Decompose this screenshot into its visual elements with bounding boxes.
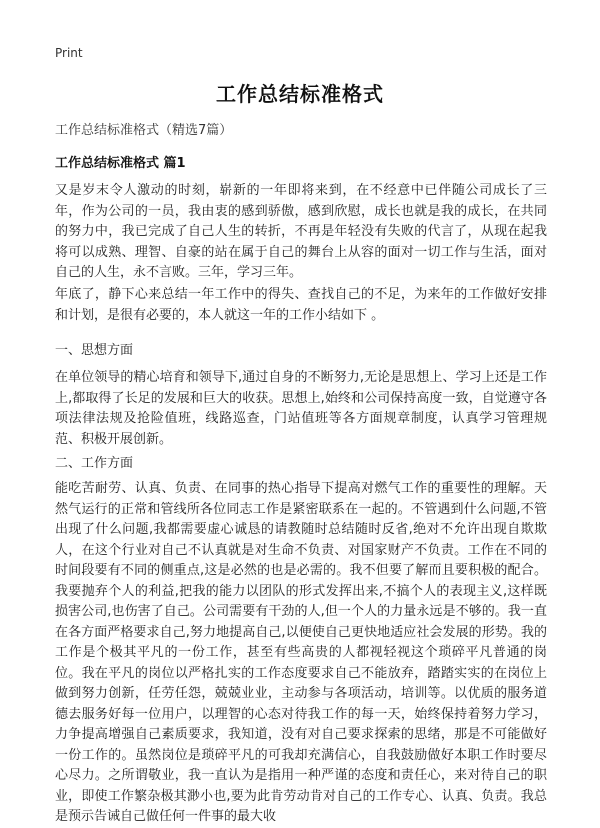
document-title: 工作总结标准格式 <box>216 82 384 106</box>
paragraph-2: 年底了，静下心来总结一年工作中的得失、查找自己的不足，为来年的工作做好安排和计划，是很有必要的，本人就这一年的工作小结如下 。 <box>55 287 547 323</box>
paragraph-1: 又是岁末令人激动的时刻，崭新的一年即将来到，在不经意中已伴随公司成长了三年，作为公司的一员，我由衷的感到骄傲，感到欣慰，成长也就是我的成长，在共同的努力中，我已完成了自己人生的转折，不再是年轻没有失败的代言了，从现在起我将可以成熟、理智、自豪的站在属于自己的舞台上从容的面对一切工作与生活，面对自己的人生，永不言败。三年，学习三年。 <box>55 183 547 280</box>
print-link[interactable]: Print <box>55 46 83 60</box>
document-subtitle: 工作总结标准格式（精选7篇） <box>55 123 233 138</box>
heading-thought: 一、思想方面 <box>55 343 134 358</box>
paragraph-4: 能吃苦耐劳、认真、负责、在同事的热心指导下提高对燃气工作的重要性的理解。天然气运行的正常和管线所各位同志工作是紧密联系在一起的。不管遇到什么问题,不管出现了什么问题,我都需要虚心诚恳的请教随时总结随时反省,绝对不允许出现自欺欺人，在这个行业对自己不认真就是对生命不负责、对国家财产不负责。工作在不同的时间段要有不同的侧重点,这是必然的也是必需的。我不但要了解而且要积极的配合。我要抛弃个人的利益,把我的能力以团队的形式发挥出来,不搞个人的表现主义,这样既损害公司,也伤害了自己。公司需要有干劲的人,但一个人的力量永远是不够的。我一直在各方面严格要求自己,努力地提高自己,以便使自己更快地适应社会发展的形势。我的工作是个极其平凡的一份工作，甚至有些高贵的人都视轻视这个琐碎平凡普通的岗位。我在平凡的岗位以严格扎实的工作态度要求自己不能放弃，踏踏实实的在岗位上做到努力创新，任劳任怨，兢兢业业，主动参与各项活动，培训等。以优质的服务道德去服务好每一位用户，以理智的心态对待我工作的每一天，始终保持着努力学习，力争提高增强自己素质要求，我知道，没有对自己要求探索的思绪，那是不可能做好一份工作的。虽然岗位是琐碎平凡的可我却充满信心，自我鼓励做好本职工作时要尽心尽力。之所谓敬业，我一直认为是指用一种严谨的态度和责任心，来对待自己的职业，即使工作繁杂极其渺小也,要为此肯劳动肯对自己的工作专心、认真、负责。我总是预示告诫自己做任何一件事的最大收 <box>55 481 547 824</box>
paragraph-3: 在单位领导的精心培育和领导下,通过自身的不断努力,无论是思想上、学习上还是工作上,都取得了长足的发展和巨大的收获。思想上,始终和公司保持高度一致，自觉遵守各项法律法规及抢险值班，线路巡查，门站值班等各方面规章制度，认真学习管理规范、积极开展创新。 <box>55 370 547 447</box>
section-title: 工作总结标准格式 篇1 <box>55 156 186 171</box>
heading-work: 二、工作方面 <box>55 456 134 471</box>
